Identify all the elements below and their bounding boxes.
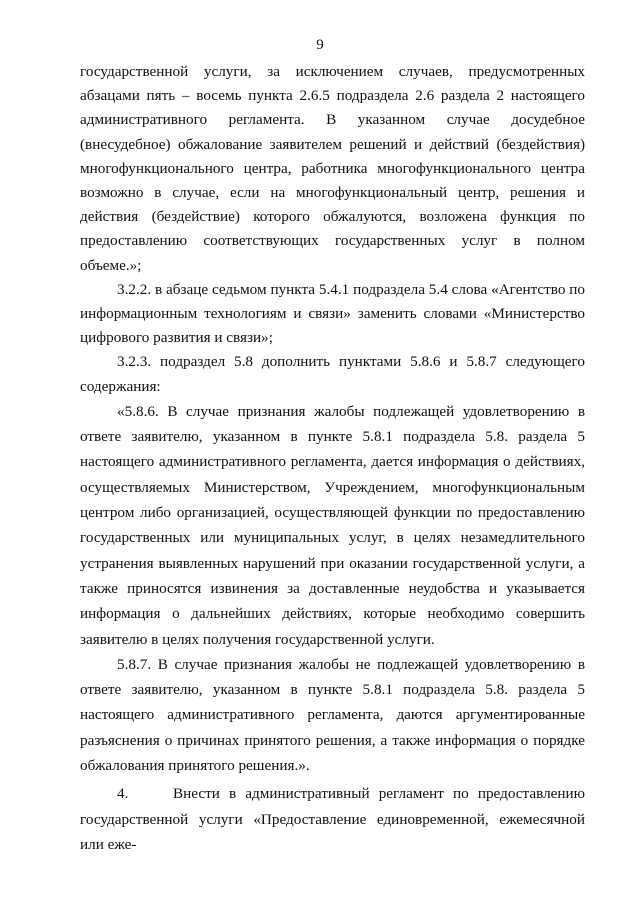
page-number: 9: [316, 37, 324, 53]
paragraph-item-3-2-2: 3.2.2. в абзаце седьмом пункта 5.4.1 подраздела 5.4 слова «Агентство по информационным технологиям и связи» заменить словами «Министерство цифрового развития и связи»;: [80, 280, 585, 347]
paragraph-continuation: государственной услуги, за исключением случаев, предусмотренных абзацами пять – восемь пункта 2.6.5 подраздела 2.6 раздела 2 настоящего административного регламента. В указанном случае досудебное (внесудебное) обжалование заявителем решений и действий (бездействия) многофункционального центра, работника многофункционального центра возможно в случае, если на многофункциональный центр, решения и действия (бездействие) которого обжалуются, возложена функция по предоставлению соответствующих государственных услуг в полном объеме.»;: [80, 63, 585, 274]
paragraph-item-5-8-7: 5.8.7. В случае признания жалобы не подлежащей удовлетворению в ответе заявителю, указанном в пункте 5.8.1 подраздела 5.8. раздела 5 настоящего административного регламента, даются аргументированные разъяснения о причинах принятого решения, а также информация о порядке обжалования принятого решения.».: [80, 655, 585, 774]
point-4-text: Внести в административный регламент по предоставлению государственной услуги «Предоставление единовременной, ежемесячной или еже-: [80, 785, 585, 854]
paragraph-item-5-8-6: «5.8.6. В случае признания жалобы подлежащей удовлетворению в ответе заявителю, указанном в пункте 5.8.1 подраздела 5.8. раздела 5 настоящего административного регламента, дается информация о действиях, осуществляемых Министерством, Учреждением, многофункциональным центром либо организацией, осуществляющей функции по предоставлению государственных или муниципальных услуг, в целях незамедлительного устранения выявленных нарушений при оказании государственной услуги, а также приносятся извинения за доставленные неудобства и указывается информация о дальнейших действиях, которые необходимо совершить заявителю в целях получения государственной услуги.: [80, 402, 585, 648]
point-4-number: 4.: [117, 785, 129, 803]
paragraph-item-3-2-3: 3.2.3. подраздел 5.8 дополнить пунктами 5.8.6 и 5.8.7 следующего содержания:: [80, 353, 585, 395]
document-body: [80, 60, 585, 858]
paragraph-point-4: [80, 781, 585, 858]
